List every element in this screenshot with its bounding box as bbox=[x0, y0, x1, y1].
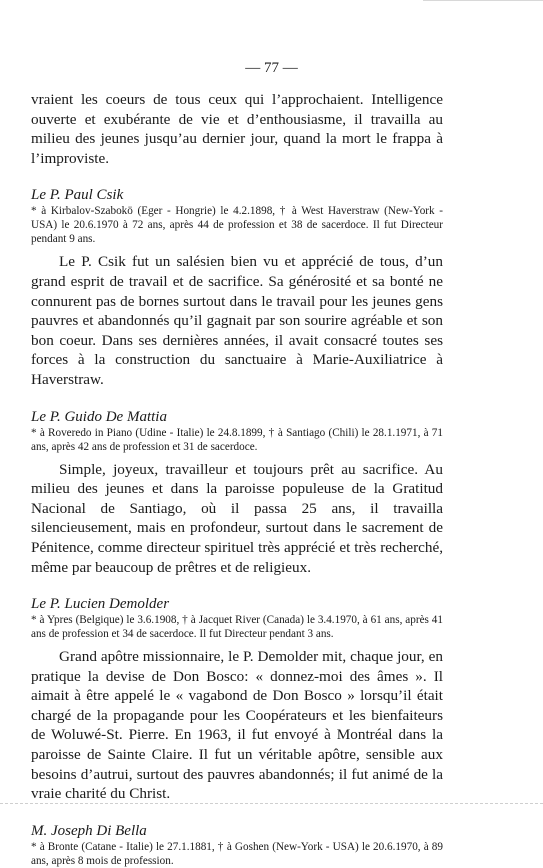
entry-body: Grand apôtre missionnaire, le P. Demolder mit, chaque jour, en pratique la devise de Don Bosco: « donnez-moi des âmes ». Il aimait à être appelé le « vagabond de Don Bosco » lorsqu’il était chargé de la propagande pour les Coopérateurs et les bienfaiteurs de Woluwé-St. Pierre. En 1963, il fut envoyé à Montréal dans la paroisse de Sainte Claire. Il fut un véritable apôtre, sensible aux besoins d’autrui, surtout des pauvres abandonnés; il fut animé de la vraie charité du Christ. bbox=[31, 648, 443, 803]
entry-body: Simple, joyeux, travailleur et toujours prêt au sacrifice. Au milieu des jeunes et dans la paroisse populeuse de la Gratitud Nacional de Santiago, où il passa 25 ans, il travailla silencieusement, mais en profondeur, surtout dans le sacrement de Pénitence, comme directeur spirituel très apprécié et très recherché, même par beaucoup de prêtres et de religieux. bbox=[31, 460, 443, 576]
entry-name: Le P. Guido De Mattia bbox=[31, 408, 167, 425]
page-edge-mark bbox=[423, 0, 543, 3]
entry-facts: * à Roveredo in Piano (Udine - Italie) le 24.8.1899, † à Santiago (Chili) le 28.1.1971, à 71 ans, après 42 ans de profession et 31 de sacerdoce. bbox=[31, 426, 443, 453]
entry-lucien-demolder bbox=[31, 595, 443, 804]
page-number: — 77 — bbox=[245, 60, 298, 76]
page-bottom-edge bbox=[0, 803, 543, 808]
entry-name: Le P. Lucien Demolder bbox=[31, 596, 170, 613]
entry-name: M. Joseph Di Bella bbox=[31, 822, 147, 839]
entry-joseph-di-bella bbox=[31, 822, 443, 868]
page-content bbox=[31, 90, 443, 868]
intro-paragraph: vraient les coeurs de tous ceux qui l’approchaient. Intelligence ouverte et exubérante de vie et d’enthousiasme, il travailla au milieu des jeunes jusqu’au dernier jour, quand la mort le frappa à l’improviste. bbox=[31, 91, 443, 167]
entry-guido-de-mattia bbox=[31, 408, 443, 578]
entry-facts: * à Ypres (Belgique) le 3.6.1908, † à Jacquet River (Canada) le 3.4.1970, à 61 ans, après 41 ans de profession et 34 de sacerdoce. Il fut Directeur pendant 3 ans. bbox=[31, 614, 443, 641]
entry-paul-csik bbox=[31, 186, 443, 389]
entry-facts: * à Bronte (Catane - Italie) le 27.1.1881, † à Goshen (New-York - USA) le 20.6.1970, à 89 ans, après 8 mois de profession. bbox=[31, 840, 443, 867]
entry-name: Le P. Paul Csik bbox=[31, 187, 124, 204]
entry-body: Le P. Csik fut un salésien bien vu et apprécié de tous, d’un grand esprit de travail et de sacrifice. Sa générosité et sa bonté ne connurent pas de bornes surtout dans le travail pour les jeunes gens pauvres et abandonnés qu’il gagnait par son sourire agréable et son bon coeur. Dans ses dernières années, il avait consacré toutes ses forces à la construction du sanctuaire à Marie-Auxiliatrice à Haverstraw. bbox=[31, 253, 443, 388]
entry-facts: * à Kirbalov-Szabokö (Eger - Hongrie) le 4.2.1898, † à West Haverstraw (New-York - USA) le 20.6.1970 à 72 ans, après 44 de profession et 38 de sacerdoce. Il fut Directeur pendant 9 ans. bbox=[31, 205, 443, 246]
